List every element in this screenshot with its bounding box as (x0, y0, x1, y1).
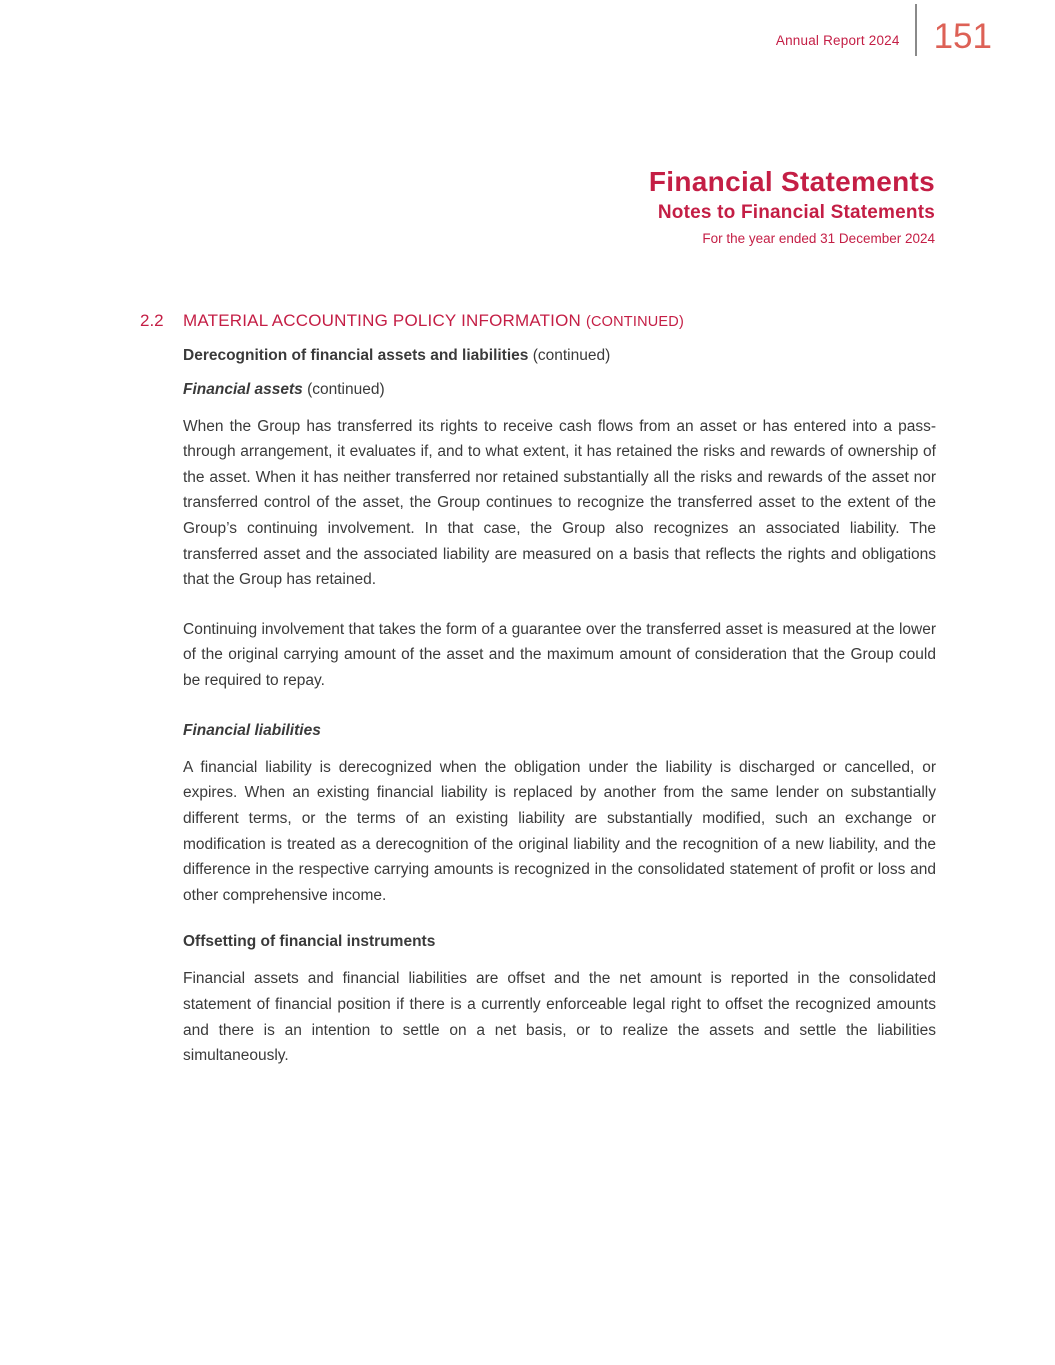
document-subtitle: Notes to Financial Statements (657, 202, 935, 224)
derecognition-heading-text: Derecognition of financial assets and liabilities (183, 347, 529, 365)
offsetting-heading (183, 932, 936, 952)
financial-liabilities-heading-text: Financial liabilities (183, 721, 321, 739)
header-divider (915, 4, 917, 56)
section-heading (183, 311, 684, 331)
financial-assets-heading-continued: (continued) (307, 380, 385, 398)
section-heading-row (140, 311, 936, 331)
financial-assets-paragraph-1: When the Group has transferred its rights to receive cash flows from an asset or has entered into a pass-through arrangement, it evaluates if, and to what extent, it has retained the risks and rewards of ownership of the asset. When it has neither transferred nor retained substantially all the risks and rewards of the asset nor transferred control of the asset, the Group continues to recognize the transferred asset to the extent of the Group’s continuing involvement. In that case, the Group also recognizes an associated liability. The transferred asset and the associated liability are measured on a basis that reflects the rights and obligations that the Group has retained. (183, 417, 936, 589)
derecognition-heading (183, 346, 936, 366)
financial-liabilities-paragraph: A financial liability is derecognized when the obligation under the liability is discharged or cancelled, or expires. When an existing financial liability is replaced by another from the same lender on substantially different terms, or the terms of an existing liability are substantially modified, such an exchange or modification is treated as a derecognition of the original liability and the recognition of a new liability, and the difference in the respective carrying amounts is recognized in the consolidated statement of profit or loss and other comprehensive income. (183, 758, 936, 904)
note-content (140, 311, 936, 1069)
offsetting-heading-text: Offsetting of financial instruments (183, 933, 436, 951)
report-label: Annual Report 2024 (775, 33, 900, 48)
section-body (183, 346, 936, 1068)
document-period: For the year ended 31 December 2024 (702, 231, 935, 247)
section-heading-text: MATERIAL ACCOUNTING POLICY INFORMATION (183, 311, 582, 330)
page-header (776, 0, 992, 56)
financial-assets-heading (183, 380, 936, 400)
section-heading-continued: (CONTINUED) (585, 314, 685, 330)
offsetting-paragraph: Financial assets and financial liabilities are offset and the net amount is reported in the consolidated statement of financial position if there is a currently enforceable legal right to offset the recognized amounts and there is an intention to settle on a net basis, or to realize the assets and settle the liabilities simultaneously. (183, 970, 936, 1065)
page-number: 151 (933, 17, 992, 56)
title-block (649, 166, 935, 246)
financial-assets-heading-text: Financial assets (183, 380, 303, 398)
financial-assets-paragraph-2: Continuing involvement that takes the form of a guarantee over the transferred asset is measured at the lower of the original carrying amount of the asset and the maximum amount of consideration that the Group could be required to repay. (183, 620, 936, 690)
derecognition-heading-continued: (continued) (532, 347, 611, 365)
financial-liabilities-heading (183, 721, 936, 741)
document-title: Financial Statements (648, 166, 935, 197)
section-number: 2.2 (140, 311, 164, 330)
